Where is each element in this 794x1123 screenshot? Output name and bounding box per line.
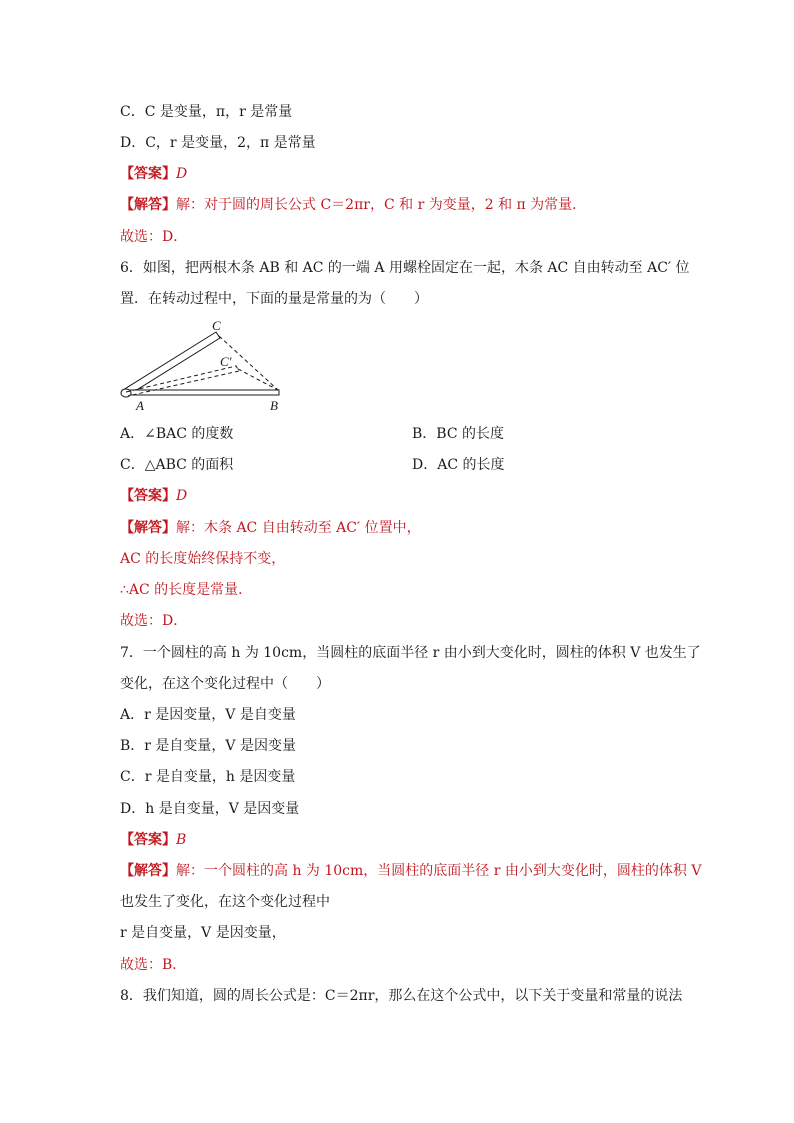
explain-text: 解：对于圆的周长公式 C＝2πr，C 和 r 为变量，2 和 π 为常量． [176,197,587,213]
q7-option-c: C．r 是自变量，h 是因变量 [120,769,296,785]
answer-value: B [176,832,187,848]
q7-option-d: D．h 是自变量，V 是因变量 [120,801,300,817]
label-a: A [136,398,144,413]
q6-stem-line2: 置．在转动过程中，下面的量是常量的为（ ） [120,291,428,307]
q7-explanation-line1 [120,861,701,881]
label-c-prime: C′ [220,354,232,369]
q5-explanation [120,195,586,215]
answer-value: D [176,166,188,182]
explain-text: 解：一个圆柱的高 h 为 10cm，当圆柱的底面半径 r 由小到大变化时，圆柱的体积 V [176,863,702,879]
answer-value: D [176,488,188,504]
q6-answer [120,486,187,506]
q5-option-d: D．C，r 是变量，2，π 是常量 [120,135,316,151]
q7-stem-line2: 变化，在这个变化过程中（ ） [120,676,330,692]
stick-ab [122,390,279,395]
q6-option-b: B．BC 的长度 [412,426,504,442]
q6-conclusion: 故选：D． [120,613,188,629]
explain-tag: 【解答】 [120,197,176,213]
q6-option-d: D．AC 的长度 [412,457,505,473]
q7-option-b: B．r 是自变量，V 是因变量 [120,738,296,754]
explain-text: 解：木条 AC 自由转动至 AC′ 位置中， [176,520,421,536]
q7-explanation-line2: 也发生了变化，在这个变化过程中 [120,894,330,910]
q5-option-c: C．C 是变量，π，r 是常量 [120,104,293,120]
q6-option-c: C．△ABC 的面积 [120,457,234,473]
answer-tag: 【答案】 [120,166,176,182]
q6-explanation-line1 [120,518,421,538]
q7-answer [120,830,186,850]
q6-explanation-line3: ∴AC 的长度是常量． [120,582,253,598]
q6-option-a: A．∠BAC 的度数 [120,426,234,442]
q7-conclusion: 故选：B． [120,957,187,973]
q7-stem-line1: 7．一个圆柱的高 h 为 10cm，当圆柱的底面半径 r 由小到大变化时，圆柱的体积 V 也发生了 [120,645,701,661]
q5-conclusion: 故选：D． [120,229,188,245]
label-c: C [212,318,221,333]
q6-explanation-line2: AC 的长度始终保持不变， [120,551,286,567]
segment-bc-prime [238,369,278,390]
q7-explanation-line3: r 是自变量，V 是因变量， [120,925,286,941]
explain-tag: 【解答】 [120,520,176,536]
q6-figure [116,318,291,413]
q5-answer [120,164,187,184]
q7-option-a: A．r 是因变量，V 是自变量 [120,707,296,723]
label-b: B [270,398,278,413]
q6-stem-line1: 6．如图，把两根木条 AB 和 AC 的一端 A 用螺栓固定在一起，木条 AC 自由转动至 AC′ 位 [120,260,690,276]
answer-tag: 【答案】 [120,832,176,848]
explain-tag: 【解答】 [120,863,176,879]
stick-ac [123,332,220,396]
q8-stem-line1: 8．我们知道，圆的周长公式是：C＝2πr，那么在这个公式中，以下关于变量和常量的说法 [120,988,683,1004]
answer-tag: 【答案】 [120,488,176,504]
